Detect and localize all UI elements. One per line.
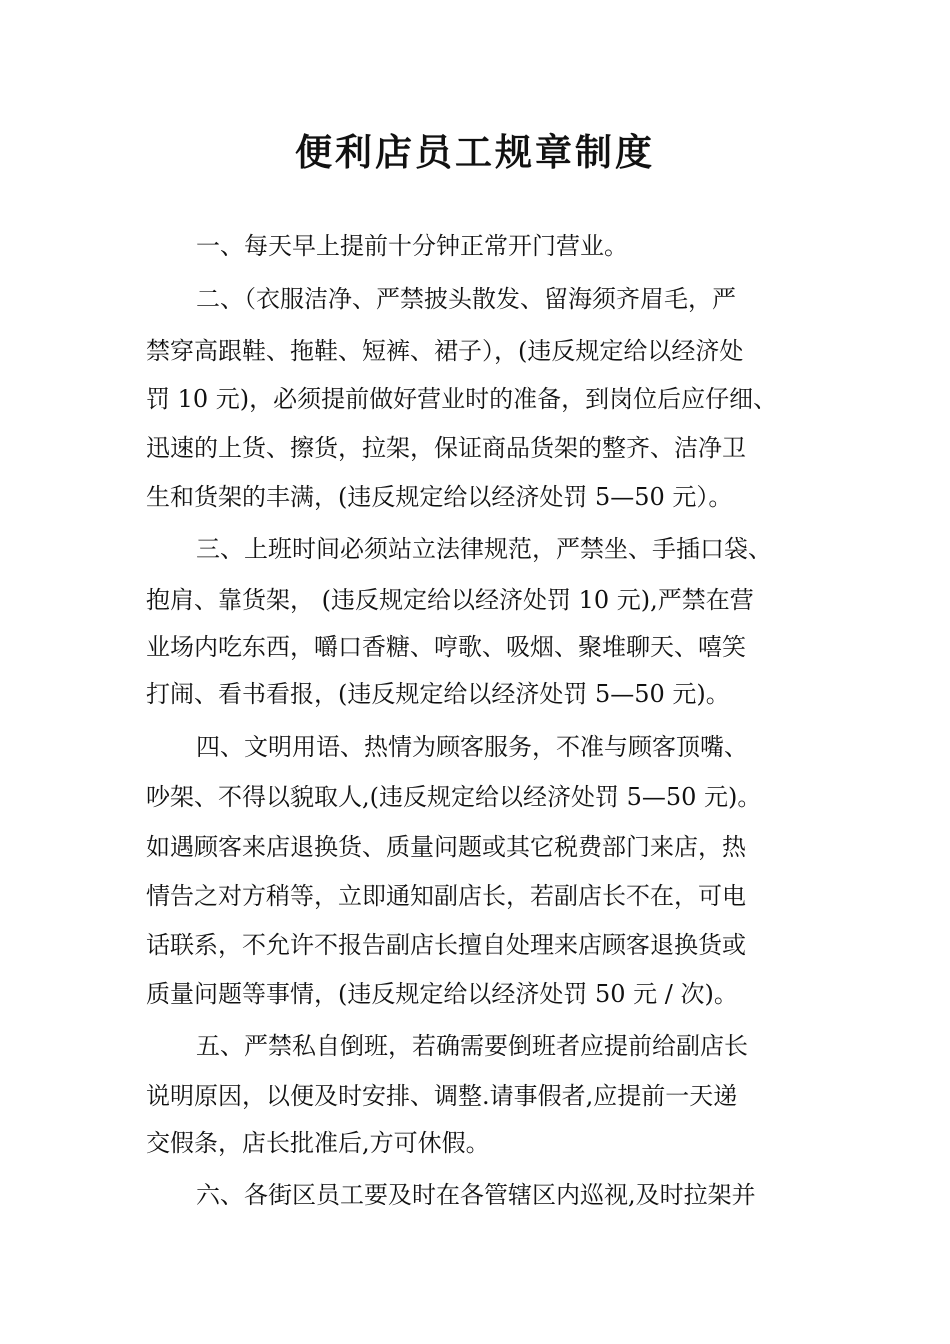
paragraph-2-line-3: 罚 10 元)，必须提前做好营业时的准备，到岗位后应仔细、: [146, 385, 778, 413]
paragraph-3-line-1: 三、上班时间必须站立法律规范，严禁坐、手插口袋、: [196, 535, 772, 563]
paragraph-4-line-1: 四、文明用语、热情为顾客服务，不准与顾客顶嘴、: [196, 733, 748, 761]
paragraph-4-line-2: 吵架、不得以貌取人,(违反规定给以经济处罚 5—50 元)。: [146, 783, 762, 811]
paragraph-5-line-1: 五、严禁私自倒班，若确需要倒班者应提前给副店长: [196, 1032, 748, 1060]
paragraph-4-line-4: 情告之对方稍等，立即通知副店长，若副店长不在，可电: [146, 882, 746, 910]
paragraph-2-line-4: 迅速的上货、擦货，拉架，保证商品货架的整齐、洁净卫: [146, 434, 746, 462]
paragraph-2-line-5: 生和货架的丰满，(违反规定给以经济处罚 5—50 元）。: [146, 483, 733, 511]
paragraph-3-line-3: 业场内吃东西，嚼口香糖、哼歌、吸烟、聚堆聊天、嘻笑: [146, 633, 746, 661]
paragraph-3-line-2: 抱肩、靠货架， (违反规定给以经济处罚 10 元),严禁在营: [146, 586, 754, 614]
paragraph-2-line-1: 二、（衣服洁净、严禁披头散发、留海须齐眉毛，严: [196, 285, 736, 313]
paragraph-4-line-5: 话联系，不允许不报告副店长擅自处理来店顾客退换货或: [146, 931, 746, 959]
paragraph-3-line-4: 打闹、看书看报，(违反规定给以经济处罚 5—50 元)。: [146, 680, 730, 708]
paragraph-4-line-3: 如遇顾客来店退换货、质量问题或其它税费部门来店，热: [146, 833, 746, 861]
paragraph-2-line-2: 禁穿高跟鞋、拖鞋、短裤、裙子），(违反规定给以经济处: [146, 337, 744, 365]
paragraph-1-line-1: 一、每天早上提前十分钟正常开门营业。: [196, 232, 628, 260]
paragraph-4-line-6: 质量问题等事情，(违反规定给以经济处罚 50 元 / 次)。: [146, 980, 738, 1008]
paragraph-5-line-2: 说明原因，以便及时安排、调整.请事假者,应提前一天递: [146, 1082, 738, 1110]
paragraph-5-line-3: 交假条，店长批准后,方可休假。: [146, 1129, 490, 1157]
paragraph-6-line-1: 六、各街区员工要及时在各管辖区内巡视,及时拉架并: [196, 1181, 756, 1209]
document-title: 便利店员工规章制度: [295, 130, 655, 174]
